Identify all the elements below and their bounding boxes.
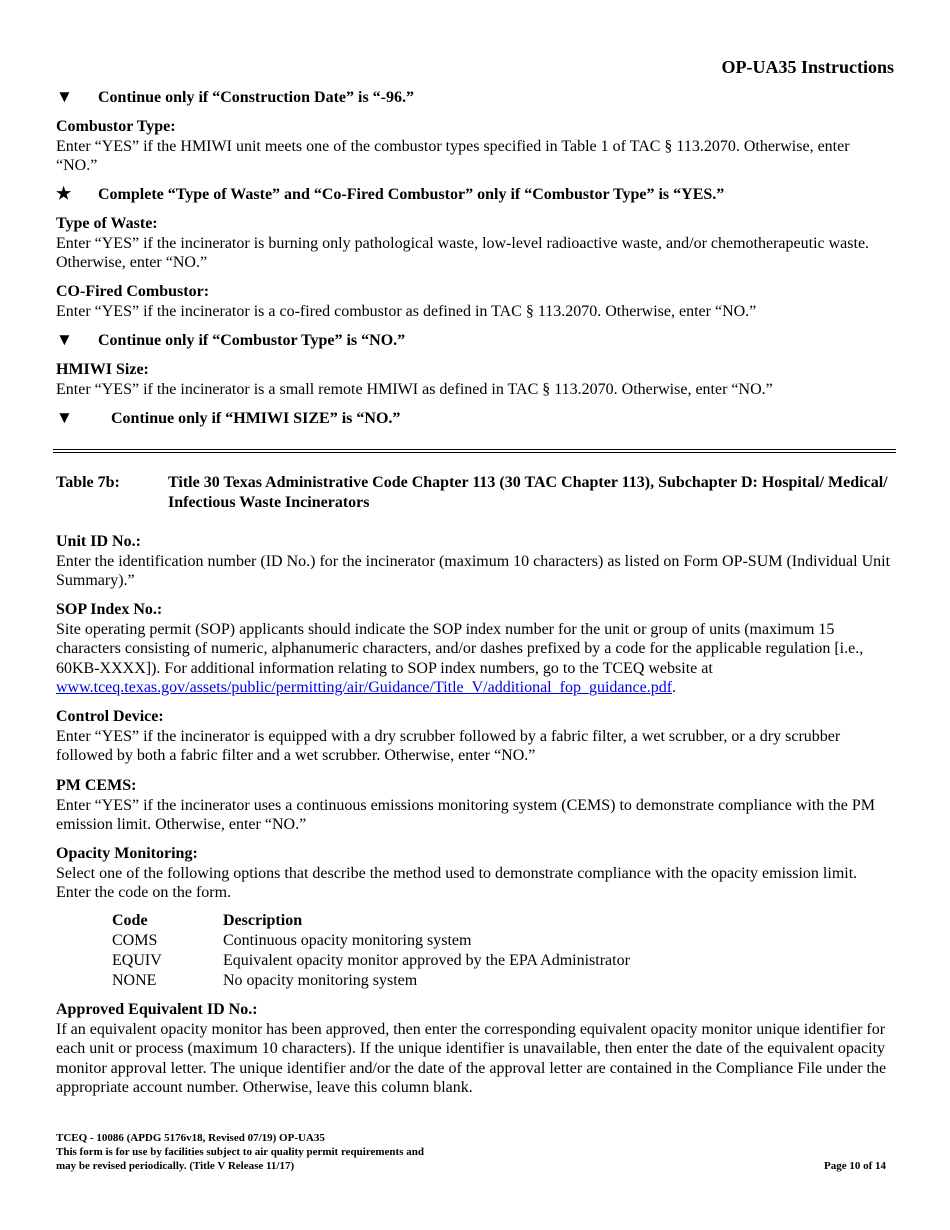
- co-fired-combustor-section: [56, 282, 892, 321]
- sop-index-tail: .: [672, 679, 677, 696]
- table-7b-heading: [56, 473, 892, 513]
- sop-index-text: [56, 620, 892, 698]
- down-triangle-icon: ▼: [56, 408, 73, 427]
- table-title: Title 30 Texas Administrative Code Chapter 113 (30 TAC Chapter 113), Subchapter D: Hospital/ Medical/ Infectious Waste Incinerators: [168, 474, 888, 511]
- column-header-description: Description: [223, 912, 303, 929]
- directive-complete-type-of-waste: [56, 184, 724, 205]
- hmiwi-size-text: Enter “YES” if the incinerator is a small remote HMIWI as defined in TAC § 113.2070. Otherwise, enter “NO.”: [56, 380, 773, 398]
- sop-index-body: Site operating permit (SOP) applicants should indicate the SOP index number for the unit or group of units (maximum 15 characters consisting of numeric, alphanumeric characters, and/or dashes prefixed by a code for the applicable regulation [i.e., 60KB-XXXX]). For additional information relating to SOP index numbers, go to the TCEQ website at: [56, 620, 864, 677]
- control-device-text: Enter “YES” if the incinerator is equipped with a dry scrubber followed by a fabric filter, a wet scrubber, or a dry scrubber followed by both a fabric filter and a wet scrubber. Otherwise, enter “NO.”: [56, 727, 841, 764]
- pm-cems-label: PM CEMS:: [56, 777, 137, 794]
- type-of-waste-label: Type of Waste:: [56, 215, 158, 232]
- code-cell: NONE: [112, 972, 157, 989]
- co-fired-combustor-text: Enter “YES” if the incinerator is a co-fired combustor as defined in TAC § 113.2070. Otherwise, enter “NO.”: [56, 302, 757, 320]
- tceq-guidance-link[interactable]: www.tceq.texas.gov/assets/public/permitting/air/Guidance/Title_V/additional_fop_guidance.pdf: [56, 679, 673, 696]
- table-row: [112, 951, 630, 971]
- type-of-waste-text: Enter “YES” if the incinerator is burning only pathological waste, low-level radioactive waste, and/or chemotherapeutic waste. Otherwise, enter “NO.”: [56, 234, 870, 271]
- type-of-waste-section: [56, 214, 892, 273]
- directive-text: Continue only if “HMIWI SIZE” is “NO.”: [111, 410, 401, 427]
- combustor-type-text: Enter “YES” if the HMIWI unit meets one of the combustor types specified in Table 1 of TAC § 113.2070. Otherwise, enter “NO.”: [56, 137, 850, 174]
- description-cell: No opacity monitoring system: [223, 972, 418, 989]
- section-divider-top: [53, 449, 896, 450]
- table-number: Table 7b:: [56, 474, 120, 491]
- code-cell: COMS: [112, 932, 158, 949]
- footer-form-info: [56, 1131, 424, 1173]
- hmiwi-size-label: HMIWI Size:: [56, 361, 149, 378]
- star-icon: ★: [56, 184, 72, 203]
- co-fired-combustor-label: CO-Fired Combustor:: [56, 283, 210, 300]
- table-header-row: [112, 911, 630, 931]
- combustor-type-section: [56, 117, 892, 176]
- description-cell: Continuous opacity monitoring system: [223, 932, 472, 949]
- page-number: Page 10 of 14: [823, 1160, 886, 1172]
- pm-cems-section: [56, 776, 892, 835]
- down-triangle-icon: ▼: [56, 330, 73, 349]
- opacity-monitoring-section: [56, 844, 892, 903]
- opacity-code-table: [112, 911, 630, 991]
- directive-combustor-type-no: [56, 330, 405, 351]
- directive-text: Complete “Type of Waste” and “Co-Fired Combustor” only if “Combustor Type” is “YES.”: [98, 186, 725, 203]
- code-cell: EQUIV: [112, 952, 162, 969]
- directive-text: Continue only if “Combustor Type” is “NO.”: [98, 332, 406, 349]
- unit-id-label: Unit ID No.:: [56, 533, 141, 550]
- combustor-type-label: Combustor Type:: [56, 118, 176, 135]
- sop-index-section: [56, 600, 892, 698]
- unit-id-section: [56, 532, 892, 591]
- approved-equivalent-section: [56, 1000, 892, 1098]
- description-cell: Equivalent opacity monitor approved by the EPA Administrator: [223, 952, 630, 969]
- approved-equivalent-label: Approved Equivalent ID No.:: [56, 1001, 258, 1018]
- column-header-code: Code: [112, 912, 148, 929]
- sop-index-label: SOP Index No.:: [56, 601, 163, 618]
- footer-line-3: may be revised periodically. (Title V Release 11/17): [56, 1160, 295, 1172]
- section-divider-bottom: [53, 452, 896, 453]
- control-device-section: [56, 707, 892, 766]
- directive-hmiwi-size-no: [56, 408, 400, 429]
- table-row: [112, 971, 630, 991]
- opacity-monitoring-label: Opacity Monitoring:: [56, 845, 198, 862]
- unit-id-text: Enter the identification number (ID No.) for the incinerator (maximum 10 characters) as listed on Form OP-SUM (Individual Unit Summary).”: [56, 552, 891, 589]
- directive-construction-date: [56, 87, 414, 108]
- pm-cems-text: Enter “YES” if the incinerator uses a continuous emissions monitoring system (CEMS) to demonstrate compliance with the PM emission limit. Otherwise, enter “NO.”: [56, 796, 875, 833]
- table-row: [112, 931, 630, 951]
- hmiwi-size-section: [56, 360, 892, 399]
- footer-line-2: This form is for use by facilities subject to air quality permit requirements and: [56, 1146, 424, 1158]
- approved-equivalent-text: If an equivalent opacity monitor has been approved, then enter the corresponding equivalent opacity monitor unique identifier for each unit or process (maximum 10 characters). If the unique identifier is unavailable, then enter the date of the equivalent opacity monitor approval letter. The unique identifier and/or the date of the approval letter are contained in the Compliance File under the appropriate account number. Otherwise, leave this column blank.: [56, 1020, 887, 1096]
- down-triangle-icon: ▼: [56, 87, 73, 106]
- opacity-monitoring-text: Select one of the following options that describe the method used to demonstrate compliance with the opacity emission limit. Enter the code on the form.: [56, 864, 858, 901]
- directive-text: Continue only if “Construction Date” is “-96.”: [98, 89, 415, 106]
- control-device-label: Control Device:: [56, 708, 164, 725]
- footer-line-1: TCEQ - 10086 (APDG 5176v18, Revised 07/19) OP-UA35: [56, 1132, 325, 1144]
- page-header-title: OP-UA35 Instructions: [721, 57, 894, 77]
